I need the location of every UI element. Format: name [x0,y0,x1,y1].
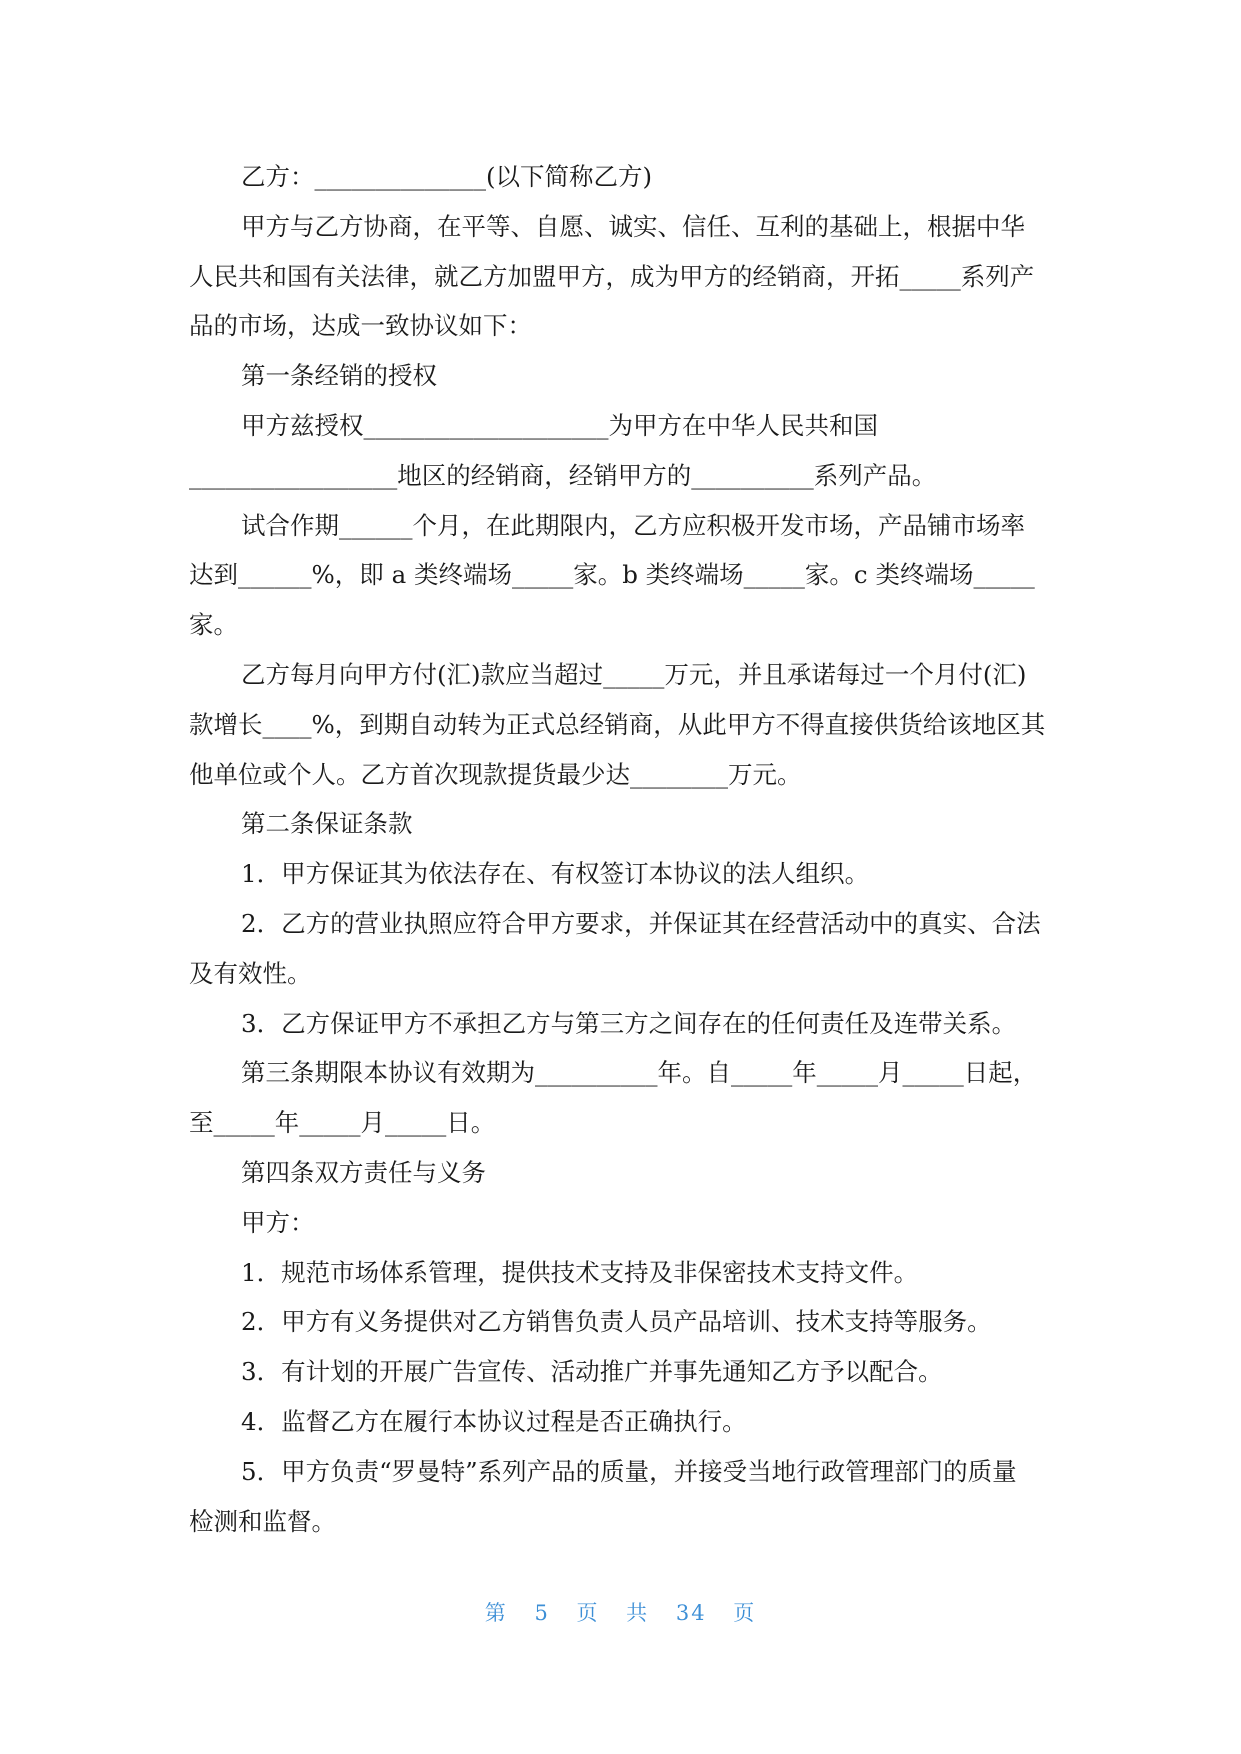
paragraph-line: 甲方： [241,1207,315,1237]
paragraph-line: 乙方每月向甲方付(汇)款应当超过_____万元，并且承诺每过一个月付(汇) [241,659,1027,689]
paragraph-line: 及有效性。 [189,958,312,988]
paragraph-line: 品的市场，达成一致协议如下： [189,311,532,341]
list-item: 3．乙方保证甲方不承担乙方与第三方之间存在的任何责任及连带关系。 [241,1008,1017,1038]
paragraph-line: 达到______%，即 a 类终端场_____家。b 类终端场_____家。c 类终端场_____ [189,560,1035,590]
page-number-footer: 第 5 页 共 34 页 [484,1601,757,1625]
paragraph-line: 甲方兹授权____________________为甲方在中华人民共和国 [241,410,878,440]
paragraph-line: 检测和监督。 [189,1506,336,1536]
list-item: 2．甲方有义务提供对乙方销售负责人员产品培训、技术支持等服务。 [241,1307,992,1337]
section-heading: 第四条双方责任与义务 [241,1157,486,1187]
list-item: 1．规范市场体系管理，提供技术支持及非保密技术支持文件。 [241,1257,919,1287]
list-item: 2．乙方的营业执照应符合甲方要求，并保证其在经营活动中的真实、合法 [241,908,1041,938]
section-heading: 第二条保证条款 [241,809,413,839]
paragraph-line: 试合作期______个月，在此期限内，乙方应积极开发市场，产品铺市场率 [241,510,1025,540]
list-item: 4．监督乙方在履行本协议过程是否正确执行。 [241,1406,747,1436]
document-body [189,152,1055,1546]
list-item: 5．甲方负责“罗曼特”系列产品的质量，并接受当地行政管理部门的质量 [241,1456,1017,1486]
paragraph-line: _________________地区的经销商，经销甲方的__________系列产品。 [189,460,937,490]
paragraph-line: 款增长____%，到期自动转为正式总经销商，从此甲方不得直接供货给该地区其 [189,709,1046,739]
paragraph-line: 乙方：______________(以下简称乙方) [241,162,653,191]
list-item: 3．有计划的开展广告宣传、活动推广并事先通知乙方予以配合。 [241,1357,943,1387]
paragraph-line: 他单位或个人。乙方首次现款提货最少达________万元。 [189,759,802,789]
paragraph-line: 人民共和国有关法律，就乙方加盟甲方，成为甲方的经销商，开拓_____系列产 [189,261,1035,291]
paragraph-line: 至_____年_____月_____日。 [189,1108,496,1138]
section-heading: 第三条期限本协议有效期为__________年。自_____年_____月_____日起， [241,1058,1038,1088]
section-heading: 第一条经销的授权 [241,361,437,391]
paragraph-line: 甲方与乙方协商，在平等、自愿、诚实、信任、互利的基础上，根据中华 [241,211,1025,241]
paragraph-line: 家。 [189,610,238,640]
list-item: 1．甲方保证其为依法存在、有权签订本协议的法人组织。 [241,859,870,889]
